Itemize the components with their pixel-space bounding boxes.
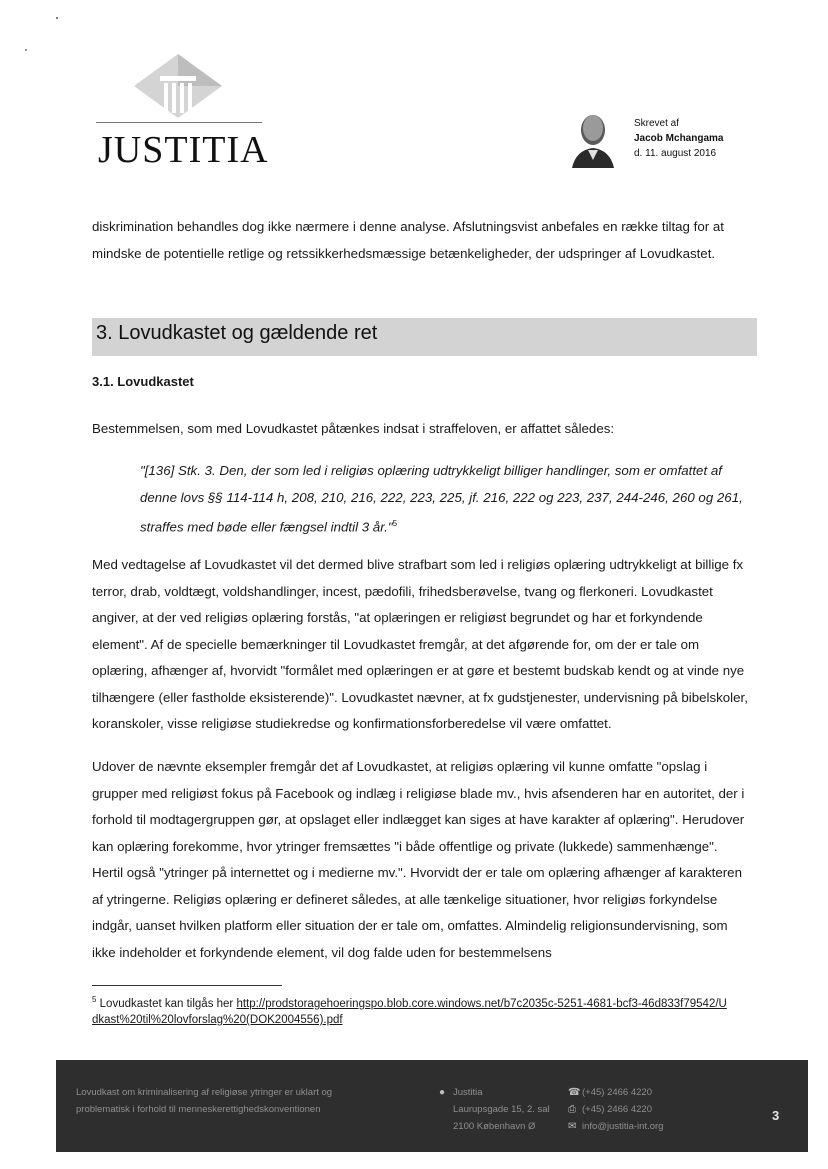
scan-marks xyxy=(24,14,64,64)
footer-org: Justitia xyxy=(453,1087,483,1098)
justitia-logo xyxy=(96,52,269,171)
footnote-link[interactable]: http://prodstoragehoeringspo.blob.core.windows.net/b7c2035c-5251-4681-bcf3-46d833f79542/Udkast%20til%20lovforslag%20(DOK2004556).pdf xyxy=(92,997,727,1026)
page-number: 3 xyxy=(772,1108,780,1123)
footer-title-line-1: Lovudkast om kriminalisering af religiøse ytringer er uklart og xyxy=(76,1087,333,1098)
email-icon: ✉ xyxy=(568,1121,577,1132)
footer-fax: (+45) 2466 4220 xyxy=(582,1104,652,1115)
author-info xyxy=(634,116,774,161)
lead-paragraph: Bestemmelsen, som med Lovudkastet påtænkes indsat i straffeloven, er affattet således: xyxy=(92,421,615,436)
law-quote-text: "[136] Stk. 3. Den, der som led i religiøs oplæring udtrykkeligt billiger handlinger, som er omfattet af denne lovs §§ 114-114 h, 208, 210, 216, 222, 223, 225, jf. 216, 222 og 223, 237, 244-246, 260 og 261, straffes med bøde eller fængsel indtil 3 år." xyxy=(140,463,743,535)
footnote xyxy=(92,992,732,1028)
logo-text: JUSTITIA xyxy=(98,129,269,171)
author-photo xyxy=(568,106,618,168)
intro-paragraph: diskrimination behandles dog ikke nærmere i denne analyse. Afslutningsvist anbefales en række tiltag for at mindske de potentielle retlige og retssikkerhedsmæssige betænkeligheder, der udspringer af Lovudkastet. xyxy=(92,219,724,261)
author-date: d. 11. august 2016 xyxy=(634,148,717,159)
quote-footnote-ref[interactable]: 5 xyxy=(392,519,398,528)
pillar-logo-icon xyxy=(132,52,224,118)
footer-title xyxy=(76,1084,396,1118)
footer-address-2: 2100 København Ø xyxy=(453,1121,536,1132)
footnote-rule xyxy=(92,985,282,986)
footer-title-line-2: problematisk i forhold til menneskerettighedskonventionen xyxy=(76,1104,321,1115)
location-pin-icon: ● xyxy=(439,1087,446,1098)
footer-phone[interactable]: (+45) 2466 4220 xyxy=(582,1087,652,1098)
footer-address-1: Laurupsgade 15, 2. sal xyxy=(453,1104,550,1115)
section-header xyxy=(92,318,757,356)
page-footer xyxy=(56,1060,808,1152)
footer-email[interactable]: info@justitia-int.org xyxy=(582,1121,664,1132)
footer-address xyxy=(439,1084,569,1135)
footnote-number: 5 xyxy=(92,995,97,1004)
author-label: Skrevet af xyxy=(634,118,680,129)
fax-icon: ⎙ xyxy=(568,1104,576,1115)
subsection-title: 3.1. Lovudkastet xyxy=(92,374,194,389)
footer-contact xyxy=(568,1084,748,1135)
footnote-text: Lovudkastet kan tilgås her xyxy=(99,997,234,1010)
law-quote xyxy=(140,458,750,541)
paragraph-2: Udover de nævnte eksempler fremgår det af Lovudkastet, at religiøs oplæring vil kunne omfatte "opslag i grupper med religiøst fokus på Facebook og indlæg i religiøse blade mv., hvis afsenderen har en autoritet, der i forhold til modtagergruppen gør, at opslaget eller indlægget kan siges at have karakter af oplæring". Herudover kan oplæring forekomme, hvor ytringer fremsættes "i både offentlige og private (lukkede) sammenhænge". Hertil også "ytringer på internettet og i medierne mv.". Hvorvidt der er tale om oplæring afhænger af karakteren af ytringerne. Religiøs oplæring er defineret således, at alle tænkelige situationer, hvor religiøs forkyndelse indgår, uanset hvilken platform eller situation der er tale om, omfattes. Almindelig religionsundervisning, som ikke indeholder et forkyndende element, vil dog falde uden for bestemmelsens xyxy=(92,759,745,960)
logo-rule xyxy=(96,122,262,123)
phone-icon: ☎ xyxy=(568,1087,581,1098)
section-title: 3. Lovudkastet og gældende ret xyxy=(96,322,378,344)
paragraph-1: Med vedtagelse af Lovudkastet vil det dermed blive strafbart som led i religiøs oplæring udtrykkeligt at billige fx terror, drab, voldtægt, voldshandlinger, incest, pædofili, frihedsberøvelse, tvang og flerkoneri. Lovudkastet angiver, at der ved religiøs oplæring forstås, "at oplæringen er religiøst begrundet og har et forkyndende element". Af de specielle bemærkninger til Lovudkastet fremgår, at det afgørende for, om der er tale om oplæring, afhænger af, hvorvidt "formålet med oplæringen er at gøre et bestemt budskab kendt og at vinde nye tilhængere (eller fastholde eksisterende)". Lovudkastet nævner, at fx gudstjenester, undervisning på bibelskoler, koranskoler, visse religiøse studiekredse og konfirmationsforberedelse vil være omfattet. xyxy=(92,557,748,731)
author-name: Jacob Mchangama xyxy=(634,133,724,144)
